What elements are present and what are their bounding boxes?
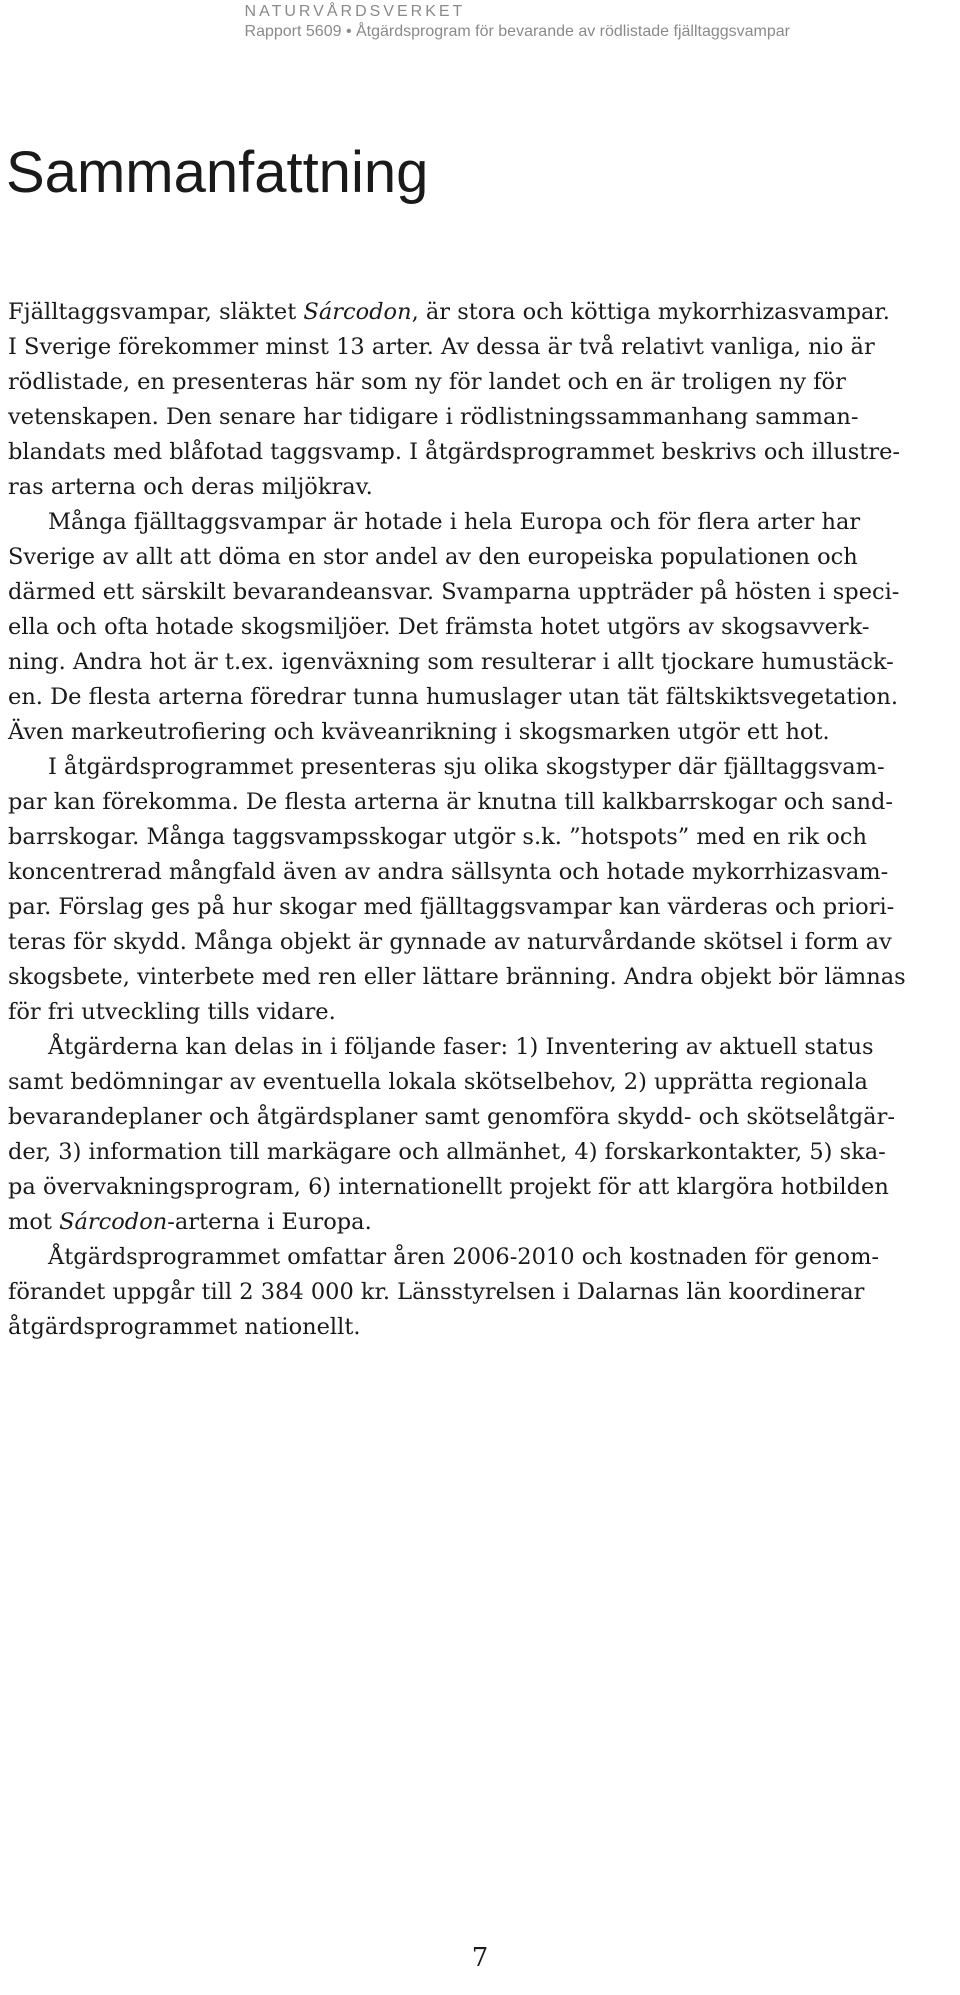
- genus-name: Sárcodon: [59, 1209, 168, 1235]
- text-line: pa övervakningsprogram, 6) internationellt projekt för att klargöra hotbilden: [8, 1174, 889, 1200]
- text-line: rödlistade, en presenteras här som ny för landet och en är troligen ny för: [8, 369, 846, 395]
- text-line: samt bedömningar av eventuella lokala skötselbehov, 2) upprätta regionala: [8, 1069, 868, 1095]
- paragraph: [8, 295, 952, 505]
- text-line: mot Sárcodon-arterna i Europa.: [8, 1209, 372, 1235]
- page-number: 7: [471, 1943, 489, 1973]
- text-line: Åtgärderna kan delas in i följande faser: 1) Inventering av aktuell status: [48, 1034, 874, 1060]
- text-line: ella och ofta hotade skogsmiljöer. Det främsta hotet utgörs av skogsavverk-: [8, 614, 870, 640]
- text-line: förandet uppgår till 2 384 000 kr. Länsstyrelsen i Dalarnas län koordinerar: [8, 1279, 865, 1305]
- text-line: I åtgärdsprogrammet presenteras sju olika skogstyper där fjälltaggsvam-: [48, 754, 885, 780]
- text-line: Åtgärdsprogrammet omfattar åren 2006-2010 och kostnaden för genom-: [48, 1244, 880, 1270]
- running-header: [245, 2, 790, 42]
- summary-body: [8, 295, 952, 1345]
- text-line: teras för skydd. Många objekt är gynnade av naturvårdande skötsel i form av: [8, 929, 892, 955]
- text-line: koncentrerad mångfald även av andra sällsynta och hotade mykorrhizasvam-: [8, 859, 889, 885]
- text-line: därmed ett särskilt bevarandeansvar. Svamparna uppträder på hösten i speci-: [8, 579, 900, 605]
- text-line: en. De flesta arterna föredrar tunna humuslager utan tät fältskiktsvegetation.: [8, 684, 898, 710]
- text-line: Sverige av allt att döma en stor andel av den europeiska populationen och: [8, 544, 858, 570]
- text-line: åtgärdsprogrammet nationellt.: [8, 1314, 361, 1340]
- organization-name: NATURVÅRDSVERKET: [244, 3, 466, 20]
- genus-name: Sárcodon: [303, 299, 412, 325]
- report-title: Rapport 5609 • Åtgärdsprogram för bevarande av rödlistade fjälltaggsvampar: [244, 23, 790, 40]
- text-line: skogsbete, vinterbete med ren eller lättare bränning. Andra objekt bör lämnas: [8, 964, 906, 990]
- page-title: Sammanfattning: [6, 140, 429, 205]
- paragraph: [8, 505, 952, 750]
- text-line: Fjälltaggsvampar, släktet Sárcodon, är stora och köttiga mykorrhizasvampar.: [8, 299, 890, 325]
- paragraph: [8, 1030, 952, 1240]
- text-line: der, 3) information till markägare och allmänhet, 4) forskarkontakter, 5) ska-: [8, 1139, 886, 1165]
- text-line: vetenskapen. Den senare har tidigare i rödlistningssammanhang samman-: [8, 404, 859, 430]
- text-line: ning. Andra hot är t.ex. igenväxning som resulterar i allt tjockare humustäck-: [8, 649, 894, 675]
- text-line: blandats med blåfotad taggsvamp. I åtgärdsprogrammet beskrivs och illustre-: [8, 439, 901, 465]
- text-line: Många fjälltaggsvampar är hotade i hela Europa och för flera arter har: [48, 509, 861, 535]
- text-line: barrskogar. Många taggsvampsskogar utgör s.k. ”hotspots” med en rik och: [8, 824, 867, 850]
- text-line: för fri utveckling tills vidare.: [8, 999, 336, 1025]
- text-line: Även markeutrofiering och kväveanrikning i skogsmarken utgör ett hot.: [8, 719, 830, 745]
- paragraph: [8, 1240, 952, 1345]
- text-line: par kan förekomma. De flesta arterna är knutna till kalkbarrskogar och sand-: [8, 789, 893, 815]
- text-line: I Sverige förekommer minst 13 arter. Av dessa är två relativt vanliga, nio är: [8, 334, 875, 360]
- text-line: bevarandeplaner och åtgärdsplaner samt genomföra skydd- och skötselåtgär-: [8, 1104, 895, 1130]
- text-line: par. Förslag ges på hur skogar med fjälltaggsvampar kan värderas och priori-: [8, 894, 895, 920]
- paragraph: [8, 750, 952, 1030]
- text-line: ras arterna och deras miljökrav.: [8, 474, 373, 500]
